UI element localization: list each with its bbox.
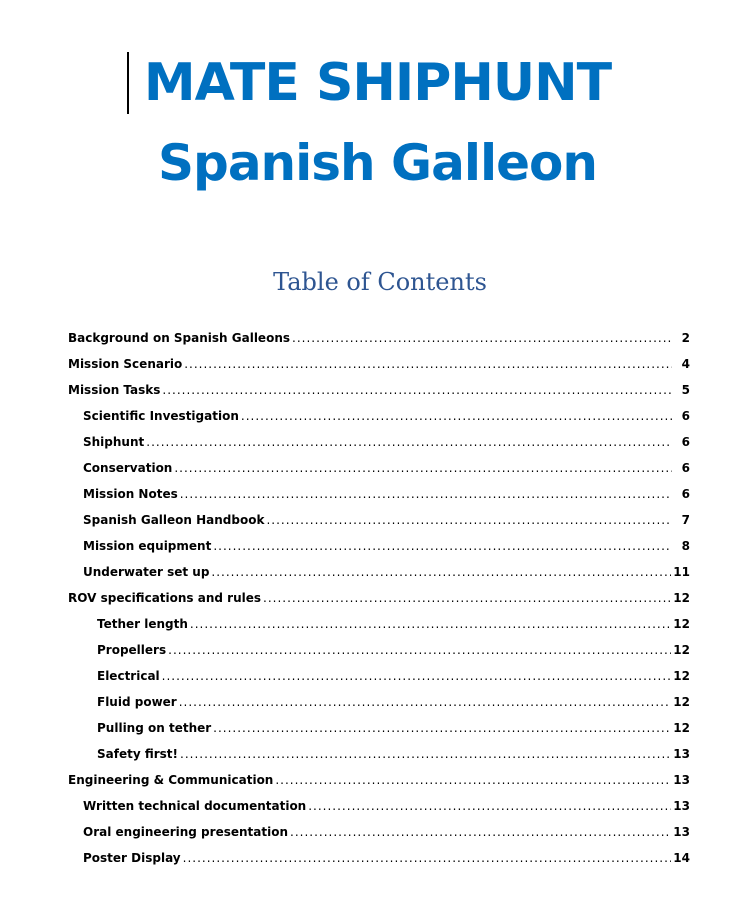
toc-entry-page-number: 12 xyxy=(673,643,690,657)
toc-entry-label: Engineering & Communication xyxy=(68,773,274,787)
toc-entry-page-number: 6 xyxy=(681,487,690,501)
toc-entry-page-number: 14 xyxy=(673,851,690,865)
toc-dot-leader xyxy=(146,429,672,455)
toc-heading: Table of Contents xyxy=(273,268,487,296)
toc-dot-leader xyxy=(292,325,672,351)
toc-dot-leader xyxy=(290,819,671,845)
toc-entry-page-number: 6 xyxy=(681,409,690,423)
toc-entry[interactable] xyxy=(83,559,690,585)
toc-dot-leader xyxy=(162,377,672,403)
toc-entry[interactable] xyxy=(97,715,690,741)
toc-entry[interactable] xyxy=(97,741,690,767)
toc-entry-page-number: 6 xyxy=(681,461,690,475)
toc-dot-leader xyxy=(179,689,672,715)
toc-dot-leader xyxy=(180,741,671,767)
document-subtitle: Spanish Galleon xyxy=(158,134,597,192)
toc-entry-page-number: 12 xyxy=(673,591,690,605)
toc-dot-leader xyxy=(180,481,672,507)
toc-entry-label: Tether length xyxy=(97,617,188,631)
toc-entry[interactable] xyxy=(68,767,690,793)
toc-entry-label: Background on Spanish Galleons xyxy=(68,331,290,345)
toc-entry[interactable] xyxy=(83,819,690,845)
toc-entry[interactable] xyxy=(97,689,690,715)
document-title: MATE SHIPHUNT xyxy=(143,53,612,113)
toc-entry-label: Mission Notes xyxy=(83,487,178,501)
toc-dot-leader xyxy=(168,637,671,663)
toc-entry-page-number: 6 xyxy=(681,435,690,449)
toc-entry-page-number: 13 xyxy=(673,825,690,839)
toc-dot-leader xyxy=(266,507,672,533)
toc-entry[interactable] xyxy=(68,351,690,377)
toc-entry[interactable] xyxy=(68,585,690,611)
toc-entry-label: Mission Scenario xyxy=(68,357,183,371)
toc-entry-label: Written technical documentation xyxy=(83,799,307,813)
toc-entry-page-number: 5 xyxy=(681,383,690,397)
toc-entry[interactable] xyxy=(97,663,690,689)
toc-entry-label: Safety first! xyxy=(97,747,178,761)
toc-entry-label: Conservation xyxy=(83,461,173,475)
toc-entry-label: ROV specifications and rules xyxy=(68,591,262,605)
toc-dot-leader xyxy=(263,585,671,611)
toc-entry-page-number: 12 xyxy=(673,695,690,709)
toc-entry-label: Fluid power xyxy=(97,695,177,709)
toc-entry-page-number: 12 xyxy=(673,617,690,631)
toc-entry[interactable] xyxy=(83,455,690,481)
toc-entry[interactable] xyxy=(83,481,690,507)
toc-entry-page-number: 13 xyxy=(673,747,690,761)
toc-entry[interactable] xyxy=(83,507,690,533)
toc-entry[interactable] xyxy=(83,403,690,429)
toc-dot-leader xyxy=(190,611,671,637)
toc-entry-label: Scientific Investigation xyxy=(83,409,239,423)
toc-dot-leader xyxy=(174,455,672,481)
toc-entry[interactable] xyxy=(83,533,690,559)
toc-entry[interactable] xyxy=(83,429,690,455)
toc-entry-page-number: 12 xyxy=(673,669,690,683)
toc-dot-leader xyxy=(162,663,672,689)
toc-dot-leader xyxy=(213,715,671,741)
toc-entry-label: Pulling on tether xyxy=(97,721,212,735)
toc-entry-label: Mission equipment xyxy=(83,539,212,553)
toc-entry-label: Underwater set up xyxy=(83,565,210,579)
toc-entry-page-number: 8 xyxy=(681,539,690,553)
toc-entry[interactable] xyxy=(83,845,690,871)
toc-dot-leader xyxy=(183,845,672,871)
toc-entry[interactable] xyxy=(97,637,690,663)
toc-entry-page-number: 13 xyxy=(673,799,690,813)
toc-dot-leader xyxy=(275,767,671,793)
toc-entry[interactable] xyxy=(97,611,690,637)
toc-entry-label: Propellers xyxy=(97,643,167,657)
toc-dot-leader xyxy=(211,559,671,585)
toc-dot-leader xyxy=(308,793,671,819)
toc-dot-leader xyxy=(241,403,672,429)
toc-entry-page-number: 7 xyxy=(681,513,690,527)
toc-dot-leader xyxy=(213,533,672,559)
toc-dot-leader xyxy=(184,351,672,377)
toc-entry-label: Oral engineering presentation xyxy=(83,825,288,839)
toc-entry-label: Spanish Galleon Handbook xyxy=(83,513,265,527)
toc-entry-page-number: 4 xyxy=(681,357,690,371)
toc-entry-page-number: 2 xyxy=(681,331,690,345)
toc-entry[interactable] xyxy=(68,377,690,403)
toc-entry-label: Electrical xyxy=(97,669,160,683)
toc-entry-page-number: 12 xyxy=(673,721,690,735)
toc-entry-label: Mission Tasks xyxy=(68,383,161,397)
toc-entry[interactable] xyxy=(68,325,690,351)
toc-entry-page-number: 11 xyxy=(673,565,690,579)
toc-entry-page-number: 13 xyxy=(673,773,690,787)
toc-entry-label: Shiphunt xyxy=(83,435,145,449)
toc-entry[interactable] xyxy=(83,793,690,819)
toc-entry-label: Poster Display xyxy=(83,851,181,865)
